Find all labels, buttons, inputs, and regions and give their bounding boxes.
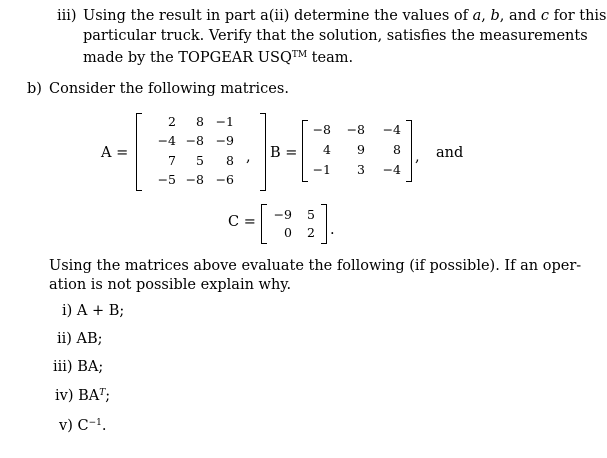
item-label: iv) [55, 388, 74, 404]
list-item [62, 303, 124, 319]
matrix-a-cell: 7 [168, 153, 176, 168]
part-b-label: b) [27, 81, 42, 97]
right-bracket [321, 204, 327, 244]
matrix-b-cell: 3 [357, 162, 365, 177]
line1-post: for this [549, 8, 607, 24]
part-a-iii-label: iii) [57, 8, 77, 24]
right-bracket [260, 113, 266, 191]
item-superscript: T [99, 388, 106, 398]
separator-comma: , [415, 149, 420, 165]
period: . [330, 222, 335, 238]
matrix-b-label: B = [270, 145, 298, 161]
item-tail: . [101, 418, 107, 434]
matrix-a-cell: 5 [196, 153, 204, 168]
line3-post: team. [307, 50, 354, 66]
matrix-b-cell: −4 [382, 162, 401, 177]
list-item [59, 418, 106, 434]
trademark: TM [291, 50, 308, 60]
matrix-b-cell: 4 [323, 142, 331, 157]
matrix-a-cell: −8 [185, 172, 204, 187]
line1-pre: Using the result in part a(ii) determine the values of [83, 8, 473, 24]
matrix-c-cell: −9 [273, 207, 292, 222]
item-expr: BA [78, 388, 100, 404]
matrix-b-cell: −1 [312, 162, 331, 177]
matrix-c-cell: 0 [284, 225, 292, 240]
var-c: c [540, 8, 549, 24]
line3-pre: made by the TOPGEAR USQ [83, 50, 292, 66]
matrix-c-label: C = [228, 214, 256, 230]
part-a-iii-line1 [83, 7, 607, 26]
matrix-a-cell: −4 [157, 133, 176, 148]
matrix-a-cell: −6 [215, 172, 234, 187]
instruction-line1: Using the matrices above evaluate the following (if possible). If an oper- [49, 258, 582, 274]
list-item [55, 388, 110, 404]
list-item [53, 359, 103, 375]
matrix-b-cell: −8 [312, 122, 331, 137]
var-a: a [472, 8, 482, 24]
item-label: i) [62, 303, 73, 319]
matrix-a-cell: −9 [215, 133, 234, 148]
part-a-iii-line3 [83, 46, 353, 68]
matrix-b-cell: −4 [382, 122, 401, 137]
item-expr: A + B; [76, 303, 125, 319]
matrix-a-cell: −1 [215, 114, 234, 129]
item-expr: C [77, 418, 89, 434]
matrix-a-cell: −5 [157, 172, 176, 187]
matrix-a-cell: −8 [185, 133, 204, 148]
matrix-c-cell: 2 [307, 225, 315, 240]
part-b-intro: Consider the following matrices. [49, 81, 289, 97]
item-expr: BA; [77, 359, 104, 375]
matrix-b [302, 120, 412, 182]
var-b: b [490, 8, 500, 24]
matrix-b-cell: −8 [346, 122, 365, 137]
and-word: and [436, 145, 464, 161]
item-label: ii) [57, 331, 72, 347]
matrix-a-cell: 8 [196, 114, 204, 129]
left-bracket [136, 113, 142, 191]
part-a-iii-line2: particular truck. Verify that the solution, satisfies the measurements [83, 28, 588, 44]
instruction-line2: ation is not possible explain why. [49, 277, 292, 293]
matrix-a-cell: 2 [168, 114, 176, 129]
and-text: , and [499, 8, 541, 24]
separator-comma: , [246, 149, 251, 165]
right-bracket [406, 120, 412, 182]
comma: , [481, 8, 491, 24]
item-superscript: −1 [88, 418, 102, 428]
matrix-a-cell: 8 [226, 153, 234, 168]
matrix-b-cell: 9 [357, 142, 365, 157]
item-expr: AB; [76, 331, 103, 347]
matrix-c [261, 204, 327, 244]
matrix-b-cell: 8 [393, 142, 401, 157]
item-label: v) [59, 418, 73, 434]
list-item [57, 331, 103, 347]
item-tail: ; [105, 388, 111, 404]
matrix-c-cell: 5 [307, 207, 315, 222]
matrix-a-label: A = [101, 145, 129, 161]
item-label: iii) [53, 359, 73, 375]
